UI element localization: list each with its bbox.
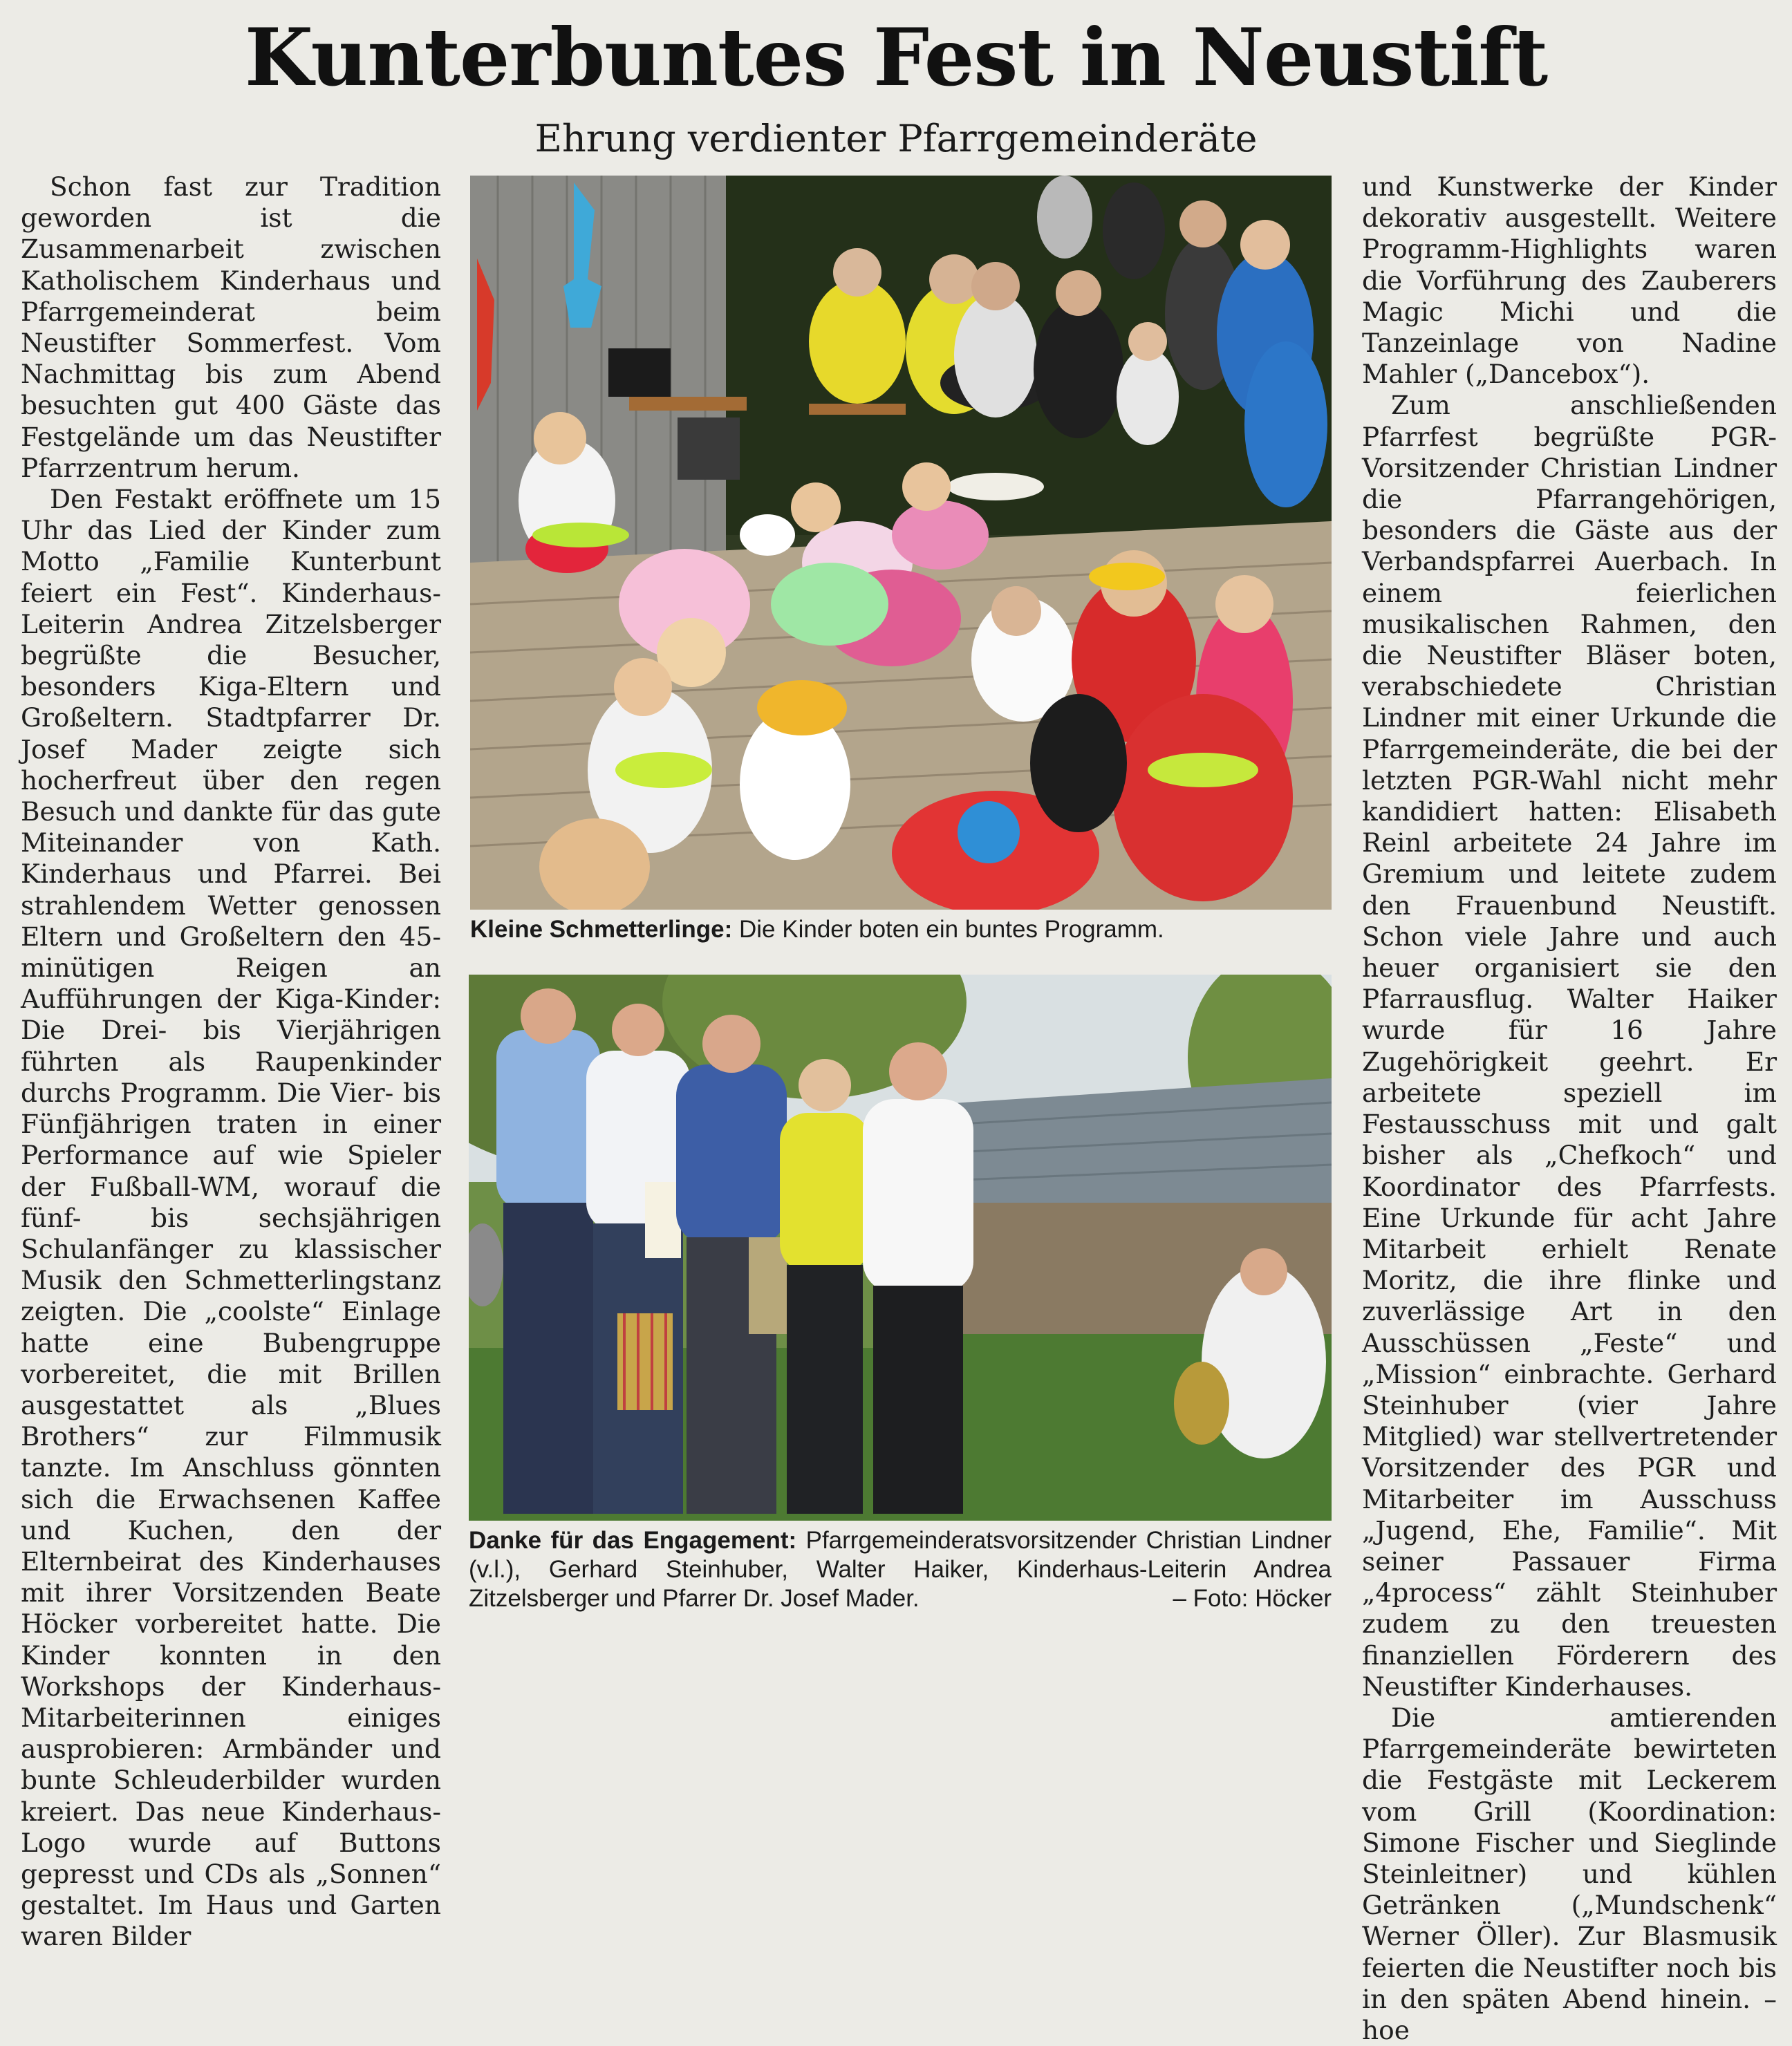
paragraph: und Kunstwerke der Kinder dekorativ ausgestellt. Weitere Programm-Highlights waren die Vorführung des Zauberers Magic Michi und die Tanzeinlage von Nadine Mahler („Dancebox“). xyxy=(1362,171,1777,390)
honorees-group-photo xyxy=(469,975,1332,1521)
children-performance-photo xyxy=(470,176,1332,910)
author-signature: – hoe xyxy=(1362,1983,1777,2045)
paragraph: Zum anschließenden Pfarrfest begrüßte PGR-Vorsitzender Christian Lindner die Pfarrangehörigen, besonders die Gäste aus der Verbandspfarrei Auerbach. In einem feierlichen musikalischen Rahmen, den die Neustifter Bläser boten, verabschiedete Christian Lindner mit einer Urkunde die Pfarrgemeinderäte, die bei der letzten PGR-Wahl nicht mehr kandidiert hatten: Elisabeth Reinl arbeitete 24 Jahre im Gremium und leitete zudem den Frauenbund Neustift. Schon viele Jahre und auch heuer organisiert sie den Pfarrausflug. Walter Haiker wurde für 16 Jahre Zugehörigkeit geehrt. Er arbeitete speziell im Festausschuss mit und galt bisher als „Chefkoch“ und Koordinator des Pfarrfests. Eine Urkunde für acht Jahre Mitarbeit erhielt Renate Moritz, die ihre flinke und zuverlässige Art in den Ausschüssen „Feste“ und „Mission“ einbrachte. Gerhard Steinhuber (vier Jahre Mitglied) war stellvertretender Vorsitzender des PGR und Mitarbeiter im Ausschuss „Jugend, Ehe, Familie“. Mit seiner Passauer Firma „4process“ zählt Steinhuber zudem zu den treuesten finanziellen Förderern des Neustifter Kinderhauses. xyxy=(1362,390,1777,1702)
article-headline: Kunterbuntes Fest in Neustift xyxy=(244,11,1548,104)
paragraph xyxy=(1362,1702,1777,2046)
caption-title: Danke für das Engagement: xyxy=(469,1527,797,1554)
photo-credit: – Foto: Höcker xyxy=(1173,1585,1332,1612)
photo1-caption xyxy=(470,915,1332,944)
left-text-column xyxy=(21,171,441,1953)
caption-text: Die Kinder boten ein buntes Programm. xyxy=(732,916,1164,943)
right-text-column xyxy=(1362,171,1777,2046)
paragraph-text: Die amtierenden Pfarrgemeinderäte bewirteten die Festgäste mit Leckerem vom Grill (Koordination: Simone Fischer und Sieglinde Steinleitner) und kühlen Getränken („Mundschenk“ Werner Öller). Zur Blasmusik feierten die Neustifter noch bis in den späten Abend hinein. xyxy=(1362,1702,1777,2014)
caption-title: Kleine Schmetterlinge: xyxy=(470,916,733,943)
caption-text: Pfarrgemeinderatsvorsitzender Christian Lindner (v.l.), Gerhard Steinhuber, Walter Haiker, Kinderhaus-Leiterin Andrea Zitzelsberger und Pfarrer Dr. Josef Mader. xyxy=(469,1527,1332,1612)
article-subheadline: Ehrung verdienter Pfarrgemeinderäte xyxy=(534,117,1258,160)
paragraph: Den Festakt eröffnete um 15 Uhr das Lied der Kinder zum Motto „Familie Kunterbunt feiert ein Fest“. Kinderhaus-Leiterin Andrea Zitzelsberger begrüßte die Besucher, besonders Kiga-Eltern und Großeltern. Stadtpfarrer Dr. Josef Mader zeigte sich hocherfreut über den regen Besuch und dankte für das gute Miteinander von Kath. Kinderhaus und Pfarrei. Bei strahlendem Wetter genossen Eltern und Großeltern den 45-minütigen Reigen an Aufführungen der Kiga-Kinder: Die Drei- bis Vierjährigen führten als Raupenkinder durchs Programm. Die Vier- bis Fünfjährigen traten in einer Performance auf wie Spieler der Fußball-WM, worauf die fünf- bis sechsjährigen Schulanfänger zu klassischer Musik den Schmetterlingstanz zeigten. Die „coolste“ Einlage hatte eine Bubengruppe vorbereitet, die mit Brillen ausgestattet als „Blues Brothers“ zur Filmmusik tanzte. Im Anschluss gönnten sich die Erwachsenen Kaffee und Kuchen, den der Elternbeirat des Kinderhauses mit ihrer Vorsitzenden Beate Höcker vorbereitet hatte. Die Kinder konnten in den Workshops der Kinderhaus-Mitarbeiterinnen einiges ausprobieren: Armbänder und bunte Schleuderbilder wurden kreiert. Das neue Kinderhaus-Logo wurde auf Buttons gepresst und CDs als „Sonnen“ gestaltet. Im Haus und Garten waren Bilder xyxy=(21,484,441,1952)
photo2-caption xyxy=(469,1526,1332,1613)
paragraph: Schon fast zur Tradition geworden ist die Zusammenarbeit zwischen Katholischem Kinderhaus und Pfarrgemeinderat beim Neustifter Sommerfest. Vom Nachmittag bis zum Abend besuchten gut 400 Gäste das Festgelände um das Neustifter Pfarrzentrum herum. xyxy=(21,171,441,483)
